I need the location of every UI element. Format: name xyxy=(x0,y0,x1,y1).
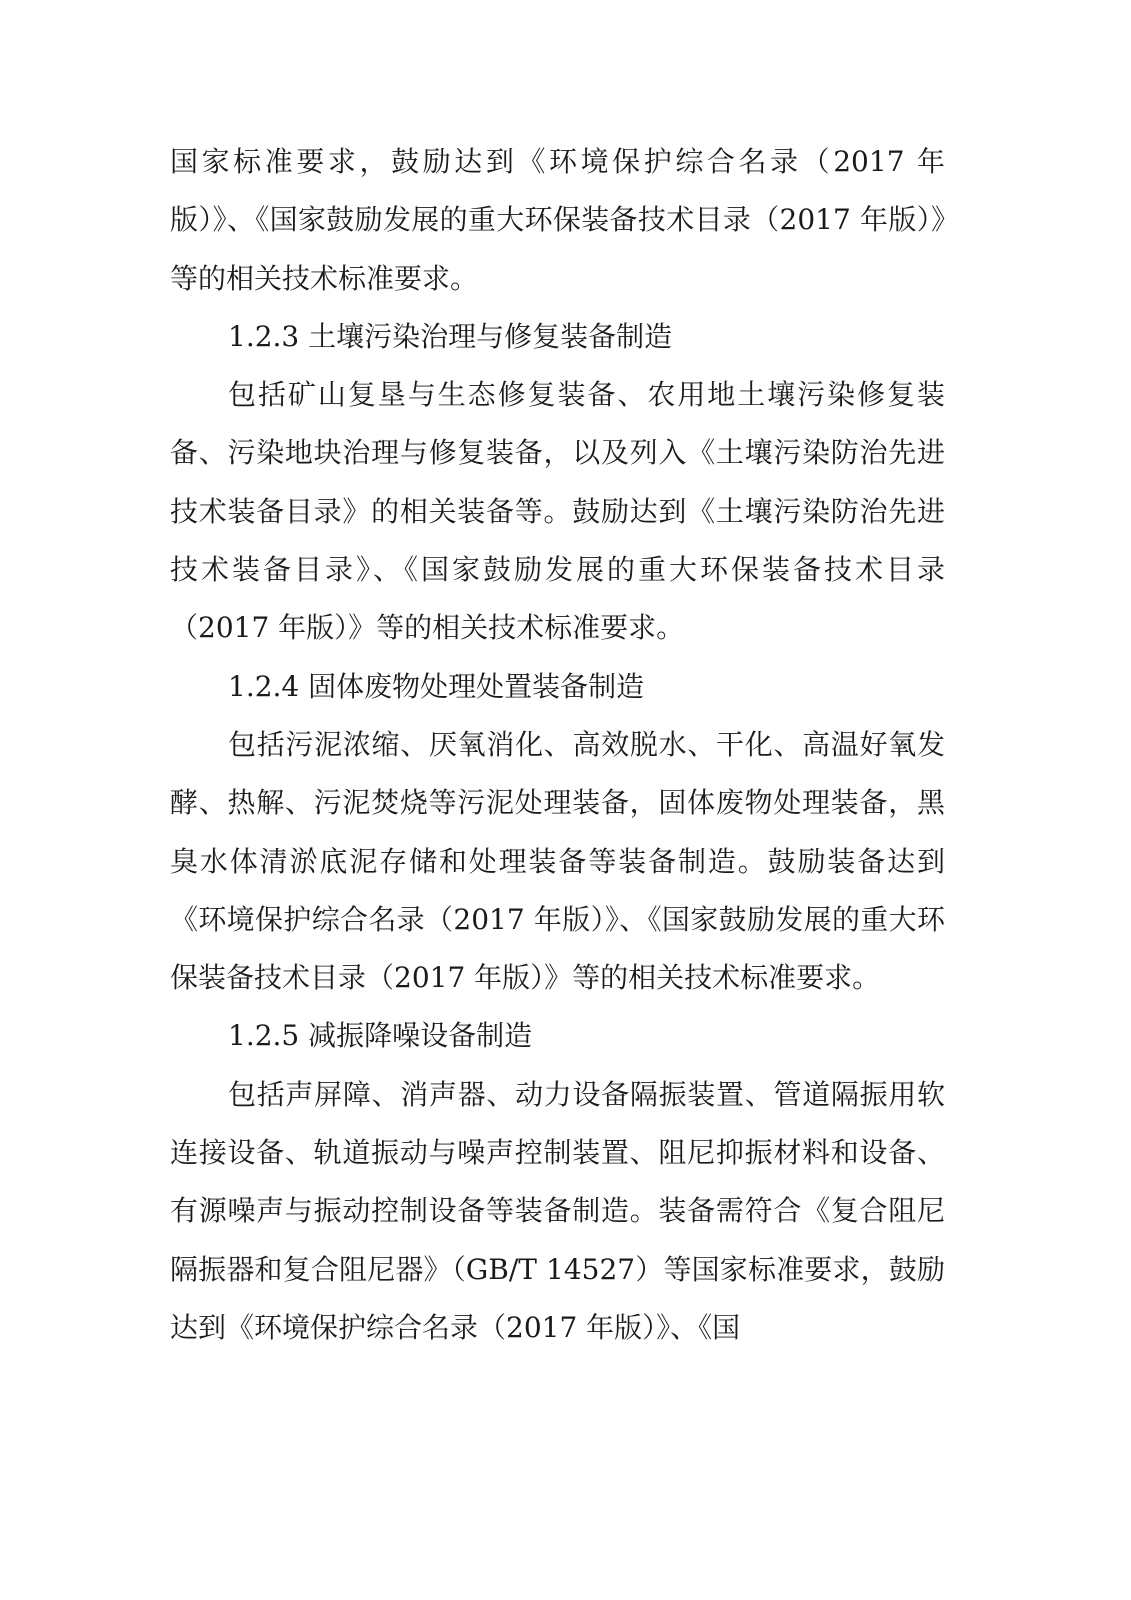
section-heading-1-2-5: 1.2.5 减振降噪设备制造 xyxy=(228,1019,533,1053)
section-heading-1-2-4: 1.2.4 固体废物处理处置装备制造 xyxy=(228,669,645,703)
paragraph-soil-remediation: 包括矿山复垦与生态修复装备、农用地土壤污染修复装备、污染地块治理与修复装备，以及列入《土壤污染防治先进技术装备目录》的相关装备等。鼓励达到《土壤污染防治先进技术装备目录》、《国家鼓励发展的重大环保装备技术目录（2017 年版）》等的相关技术标准要求。 xyxy=(170,378,945,645)
paragraph-solid-waste: 包括污泥浓缩、厌氧消化、高效脱水、干化、高温好氧发酵、热解、污泥焚烧等污泥处理装备，固体废物处理装备，黑臭水体清淤底泥存储和处理装备等装备制造。鼓励装备达到《环境保护综合名录（2017 年版）》、《国家鼓励发展的重大环保装备技术目录（2017 年版）》等的相关技术标准要求。 xyxy=(170,727,945,995)
document-body xyxy=(170,133,945,1357)
paragraph-noise-reduction: 包括声屏障、消声器、动力设备隔振装置、管道隔振用软连接设备、轨道振动与噪声控制装置、阻尼抑振材料和设备、有源噪声与振动控制设备等装备制造。装备需符合《复合阻尼隔振器和复合阻尼器》（GB/T 14527）等国家标准要求，鼓励达到《环境保护综合名录（2017 年版）》、《国 xyxy=(170,1077,945,1344)
section-heading-1-2-3: 1.2.3 土壤污染治理与修复装备制造 xyxy=(228,319,673,353)
paragraph-continuation: 国家标准要求，鼓励达到《环境保护综合名录（2017 年版）》、《国家鼓励发展的重大环保装备技术目录（2017 年版）》等的相关技术标准要求。 xyxy=(170,145,945,295)
